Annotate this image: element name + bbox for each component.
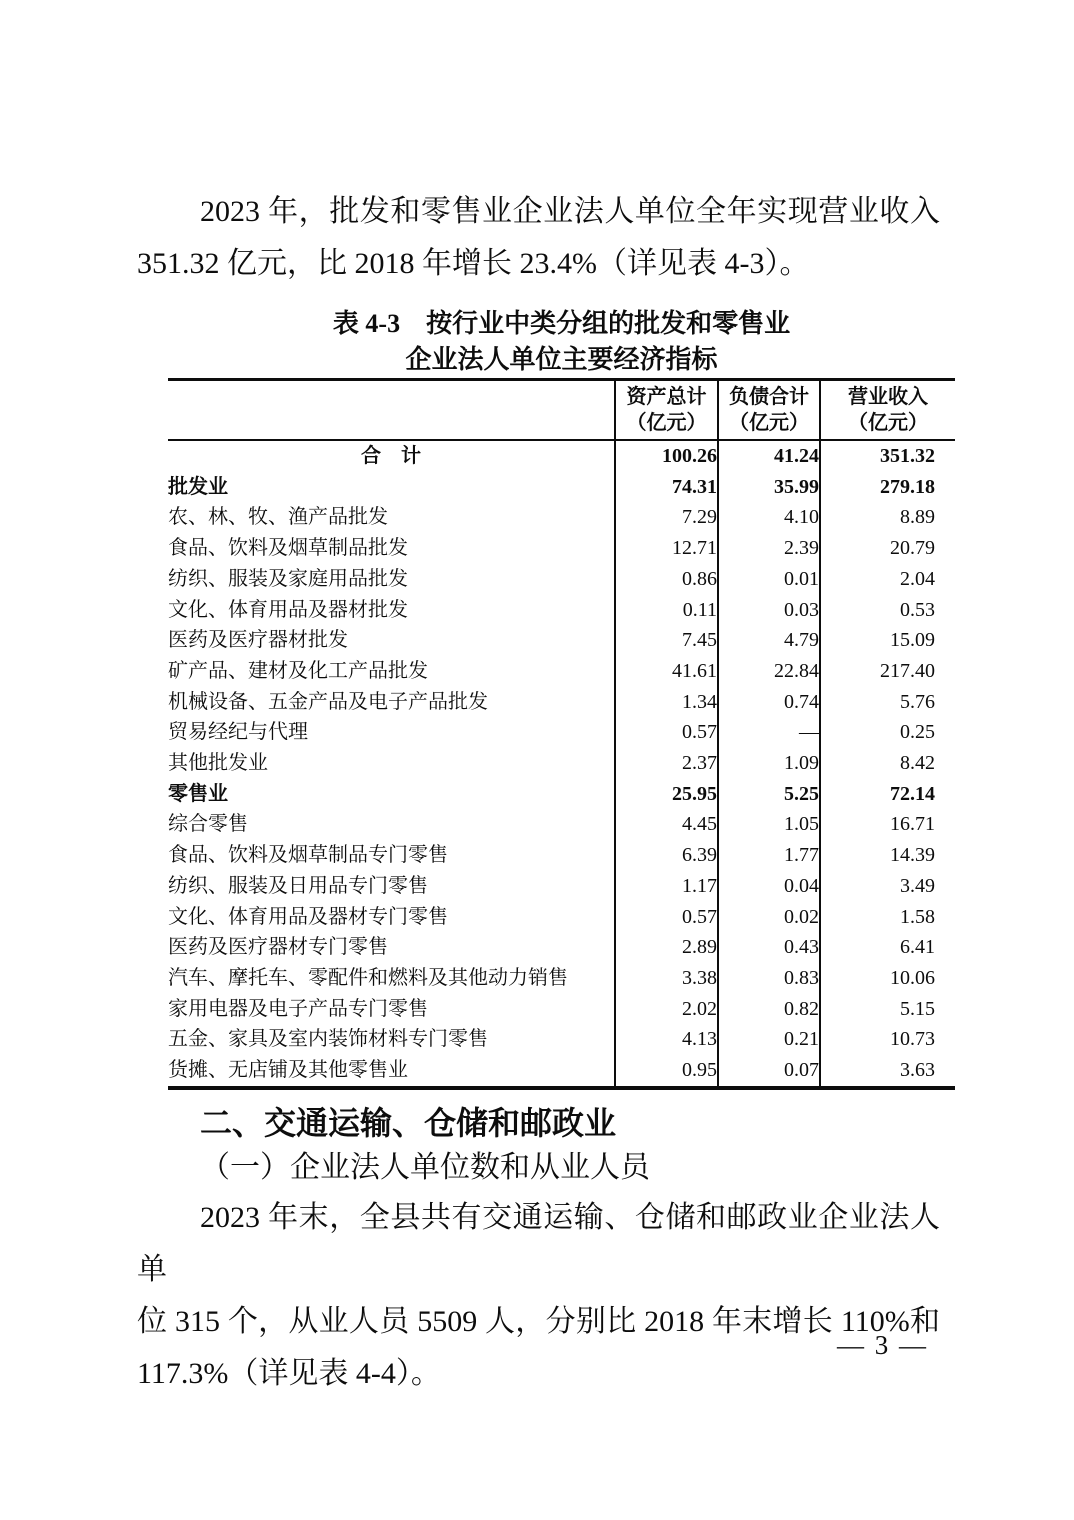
row-label-cell: 汽车、摩托车、零配件和燃料及其他动力销售 <box>168 966 568 989</box>
table-row <box>168 963 955 994</box>
liabilities-cell: 0.07 <box>718 1055 820 1088</box>
row-label-cell: 文化、体育用品及器材专门零售 <box>168 905 448 928</box>
revenue-cell: 72.14 <box>820 779 955 810</box>
table-row <box>168 656 955 687</box>
liabilities-cell: 4.79 <box>718 625 820 656</box>
assets-cell: 7.29 <box>615 502 718 533</box>
revenue-cell: 3.49 <box>820 871 955 902</box>
liabilities-cell: 1.77 <box>718 840 820 871</box>
row-label-cell: 纺织、服装及日用品专门零售 <box>168 874 428 897</box>
table-row <box>168 994 955 1025</box>
assets-cell: 100.26 <box>615 440 718 472</box>
row-label-cell: 贸易经纪与代理 <box>168 721 308 744</box>
assets-cell: 12.71 <box>615 533 718 564</box>
revenue-cell: 279.18 <box>820 472 955 503</box>
table-row <box>168 595 955 626</box>
liabilities-cell: 41.24 <box>718 440 820 472</box>
row-label-cell: 农、林、牧、渔产品批发 <box>168 506 388 529</box>
row-label-cell: 医药及医疗器材批发 <box>168 629 348 652</box>
assets-cell: 2.89 <box>615 932 718 963</box>
assets-cell: 0.57 <box>615 717 718 748</box>
assets-cell: 0.57 <box>615 902 718 933</box>
liabilities-cell: 22.84 <box>718 656 820 687</box>
revenue-cell: 351.32 <box>820 440 955 472</box>
liabilities-cell: 35.99 <box>718 472 820 503</box>
liabilities-cell: 0.21 <box>718 1024 820 1055</box>
table-row <box>168 564 955 595</box>
revenue-cell: 5.15 <box>820 994 955 1025</box>
assets-cell: 4.45 <box>615 809 718 840</box>
liabilities-cell: 0.04 <box>718 871 820 902</box>
revenue-cell: 8.89 <box>820 502 955 533</box>
liabilities-cell: 0.43 <box>718 932 820 963</box>
table-row <box>168 717 955 748</box>
col-header-assets <box>615 380 718 441</box>
liabilities-cell: 5.25 <box>718 779 820 810</box>
liabilities-cell: 0.74 <box>718 687 820 718</box>
table-4-3-title <box>168 306 955 378</box>
paragraph-transport <box>137 1192 940 1400</box>
table-title-line-1: 表 4-3 按行业中类分组的批发和零售业 <box>332 309 791 338</box>
liabilities-cell: 0.03 <box>718 595 820 626</box>
assets-cell: 1.17 <box>615 871 718 902</box>
assets-cell: 74.31 <box>615 472 718 503</box>
col-header-liabilities-unit: （亿元） <box>729 412 809 434</box>
liabilities-cell: 4.10 <box>718 502 820 533</box>
table-row <box>168 840 955 871</box>
assets-cell: 2.02 <box>615 994 718 1025</box>
table-row-total <box>168 440 955 472</box>
paragraph-retail-revenue <box>137 186 940 290</box>
liabilities-cell: — <box>718 717 820 748</box>
assets-cell: 6.39 <box>615 840 718 871</box>
assets-cell: 0.86 <box>615 564 718 595</box>
liabilities-cell: 0.83 <box>718 963 820 994</box>
liabilities-cell: 2.39 <box>718 533 820 564</box>
table-row <box>168 625 955 656</box>
row-label-cell: 家用电器及电子产品专门零售 <box>168 997 428 1020</box>
row-label-cell: 食品、饮料及烟草制品批发 <box>168 537 408 560</box>
revenue-cell: 16.71 <box>820 809 955 840</box>
assets-cell: 3.38 <box>615 963 718 994</box>
row-label-cell: 其他批发业 <box>168 752 268 775</box>
row-label-cell: 文化、体育用品及器材批发 <box>168 598 408 621</box>
paragraph-line: 117.3%（详见表 4-4）。 <box>137 1356 441 1390</box>
table-row <box>168 902 955 933</box>
assets-cell: 0.11 <box>615 595 718 626</box>
col-header-assets-unit: （亿元） <box>626 412 707 434</box>
table-header-row <box>168 380 955 441</box>
section-heading-transport: 二、交通运输、仓储和邮政业 <box>200 1104 617 1141</box>
table-row <box>168 809 955 840</box>
assets-cell: 7.45 <box>615 625 718 656</box>
liabilities-cell: 0.01 <box>718 564 820 595</box>
revenue-cell: 0.53 <box>820 595 955 626</box>
assets-cell: 25.95 <box>615 779 718 810</box>
table-row <box>168 748 955 779</box>
paragraph-line: 2023 年，批发和零售业企业法人单位全年实现营业收入 <box>200 195 940 228</box>
revenue-cell: 2.04 <box>820 564 955 595</box>
liabilities-cell: 1.05 <box>718 809 820 840</box>
col-header-revenue-label: 营业收入 <box>848 386 928 408</box>
col-header-revenue-unit: （亿元） <box>848 412 928 434</box>
revenue-cell: 0.25 <box>820 717 955 748</box>
paragraph-line: 位 315 个，从业人员 5509 人，分别比 2018 年末增长 110%和 <box>137 1304 940 1338</box>
assets-cell: 4.13 <box>615 1024 718 1055</box>
table-row <box>168 871 955 902</box>
assets-cell: 1.34 <box>615 687 718 718</box>
liabilities-cell: 0.82 <box>718 994 820 1025</box>
assets-cell: 2.37 <box>615 748 718 779</box>
col-header-assets-label: 资产总计 <box>626 386 707 408</box>
revenue-cell: 14.39 <box>820 840 955 871</box>
table-title-line-2: 企业法人单位主要经济指标 <box>405 345 718 374</box>
assets-cell: 41.61 <box>615 656 718 687</box>
table-row <box>168 533 955 564</box>
revenue-cell: 5.76 <box>820 687 955 718</box>
col-header-liabilities-label: 负债合计 <box>729 386 809 408</box>
liabilities-cell: 1.09 <box>718 748 820 779</box>
paragraph-line: 2023 年末，全县共有交通运输、仓储和邮政业企业法人单 <box>137 1200 940 1286</box>
page-number: — 3 — <box>837 1330 928 1360</box>
col-header-revenue <box>820 380 955 441</box>
revenue-cell: 10.73 <box>820 1024 955 1055</box>
revenue-cell: 8.42 <box>820 748 955 779</box>
subsection-heading-legal-units: （一）企业法人单位数和从业人员 <box>200 1150 650 1184</box>
revenue-cell: 1.58 <box>820 902 955 933</box>
row-label-cell: 合 计 <box>361 445 421 467</box>
row-label-cell: 机械设备、五金产品及电子产品批发 <box>168 690 488 713</box>
col-header-blank <box>168 380 615 441</box>
revenue-cell: 3.63 <box>820 1055 955 1088</box>
revenue-cell: 217.40 <box>820 656 955 687</box>
row-label-cell: 矿产品、建材及化工产品批发 <box>168 659 428 682</box>
row-label-cell: 货摊、无店铺及其他零售业 <box>168 1059 408 1082</box>
table-row <box>168 1055 955 1088</box>
row-label-cell: 医药及医疗器材专门零售 <box>168 936 388 959</box>
row-label-cell: 食品、饮料及烟草制品专门零售 <box>168 844 448 867</box>
row-label-cell: 批发业 <box>168 475 228 498</box>
revenue-cell: 20.79 <box>820 533 955 564</box>
table-row-wholesale <box>168 472 955 503</box>
table-row <box>168 687 955 718</box>
table-row-retail <box>168 779 955 810</box>
table-row <box>168 1024 955 1055</box>
revenue-cell: 15.09 <box>820 625 955 656</box>
row-label-cell: 零售业 <box>168 782 228 805</box>
col-header-liabilities <box>718 380 820 441</box>
table-row <box>168 932 955 963</box>
row-label-cell: 综合零售 <box>168 813 248 836</box>
row-label-cell: 纺织、服装及家庭用品批发 <box>168 567 408 590</box>
revenue-cell: 6.41 <box>820 932 955 963</box>
revenue-cell: 10.06 <box>820 963 955 994</box>
paragraph-line: 351.32 亿元，比 2018 年增长 23.4%（详见表 4-3）。 <box>137 247 810 280</box>
table-4-3 <box>168 378 955 1090</box>
liabilities-cell: 0.02 <box>718 902 820 933</box>
row-label-cell: 五金、家具及室内装饰材料专门零售 <box>168 1028 488 1051</box>
table-row <box>168 502 955 533</box>
assets-cell: 0.95 <box>615 1055 718 1088</box>
